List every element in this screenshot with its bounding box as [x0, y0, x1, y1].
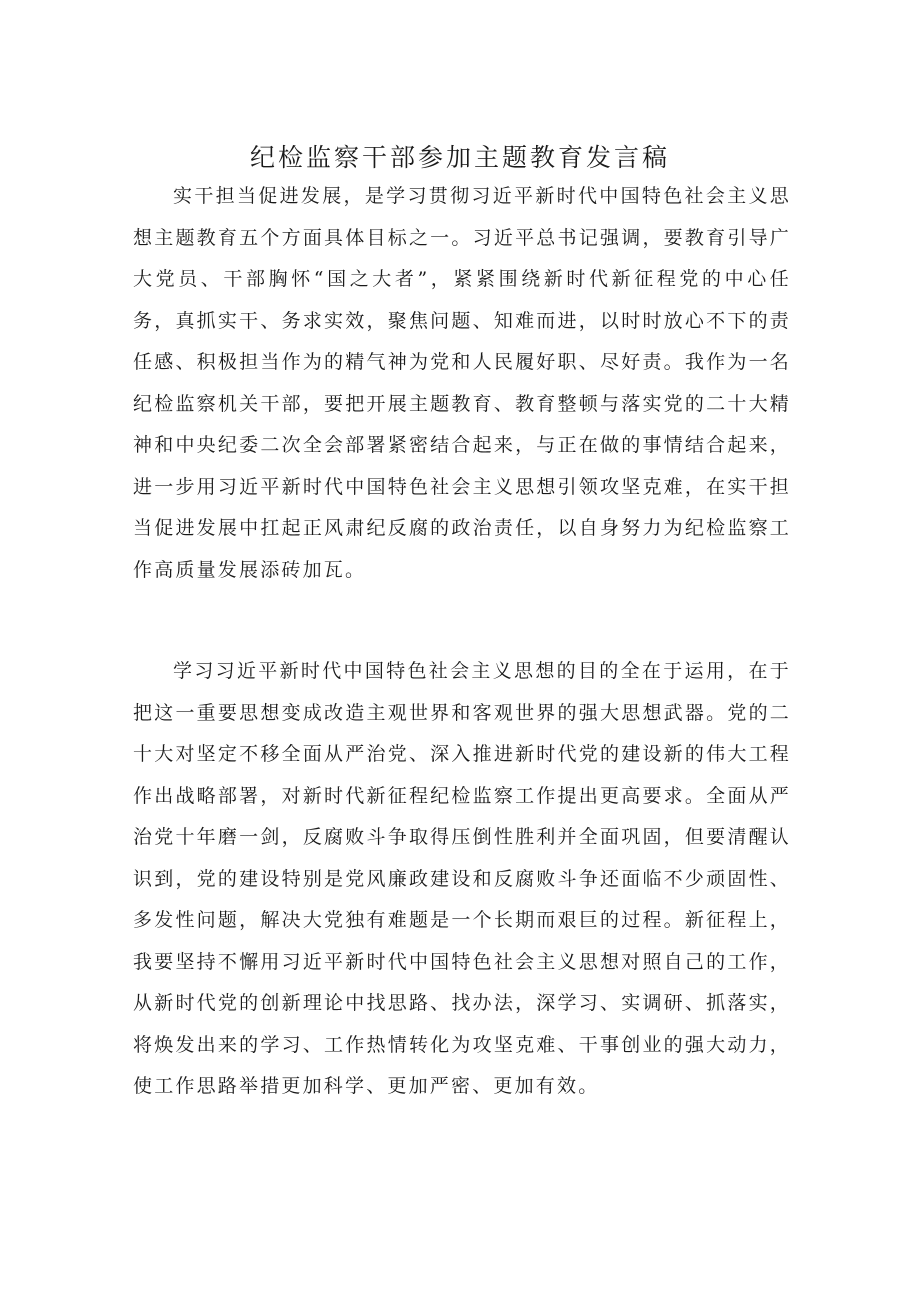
- paragraph-2: 学习习近平新时代中国特色社会主义思想的目的全在于运用，在于把这一重要思想变成改造主观世界和客观世界的强大思想武器。党的二十大对坚定不移全面从严治党、深入推进新时代党的建设新的伟大工程作出战略部署，对新时代新征程纪检监察工作提出更高要求。全面从严治党十年磨一剑，反腐败斗争取得压倒性胜利并全面巩固，但要清醒认识到，党的建设特别是党风廉政建设和反腐败斗争还面临不少顽固性、多发性问题，解决大党独有难题是一个长期而艰巨的过程。新征程上，我要坚持不懈用习近平新时代中国特色社会主义思想对照自己的工作，从新时代党的创新理论中找思路、找办法，深学习、实调研、抓落实，将焕发出来的学习、工作热情转化为攻坚克难、干事创业的强大动力，使工作思路举措更加科学、更加严密、更加有效。: [133, 660, 791, 1097]
- paragraph-1: 实干担当促进发展，是学习贯彻习近平新时代中国特色社会主义思想主题教育五个方面具体目标之一。习近平总书记强调，要教育引导广大党员、干部胸怀“国之大者”，紧紧围绕新时代新征程党的中心任务，真抓实干、务求实效，聚焦问题、知难而进，以时时放心不下的责任感、积极担当作为的精气神为党和人民履好职、尽好责。我作为一名纪检监察机关干部，要把开展主题教育、教育整顿与落实党的二十大精神和中央纪委二次全会部署紧密结合起来，与正在做的事情结合起来，进一步用习近平新时代中国特色社会主义思想引领攻坚克难，在实干担当促进发展中扛起正风肃纪反腐的政治责任，以自身努力为纪检监察工作高质量发展添砖加瓦。: [133, 185, 791, 581]
- document-title: 纪检监察干部参加主题教育发言稿: [249, 143, 670, 172]
